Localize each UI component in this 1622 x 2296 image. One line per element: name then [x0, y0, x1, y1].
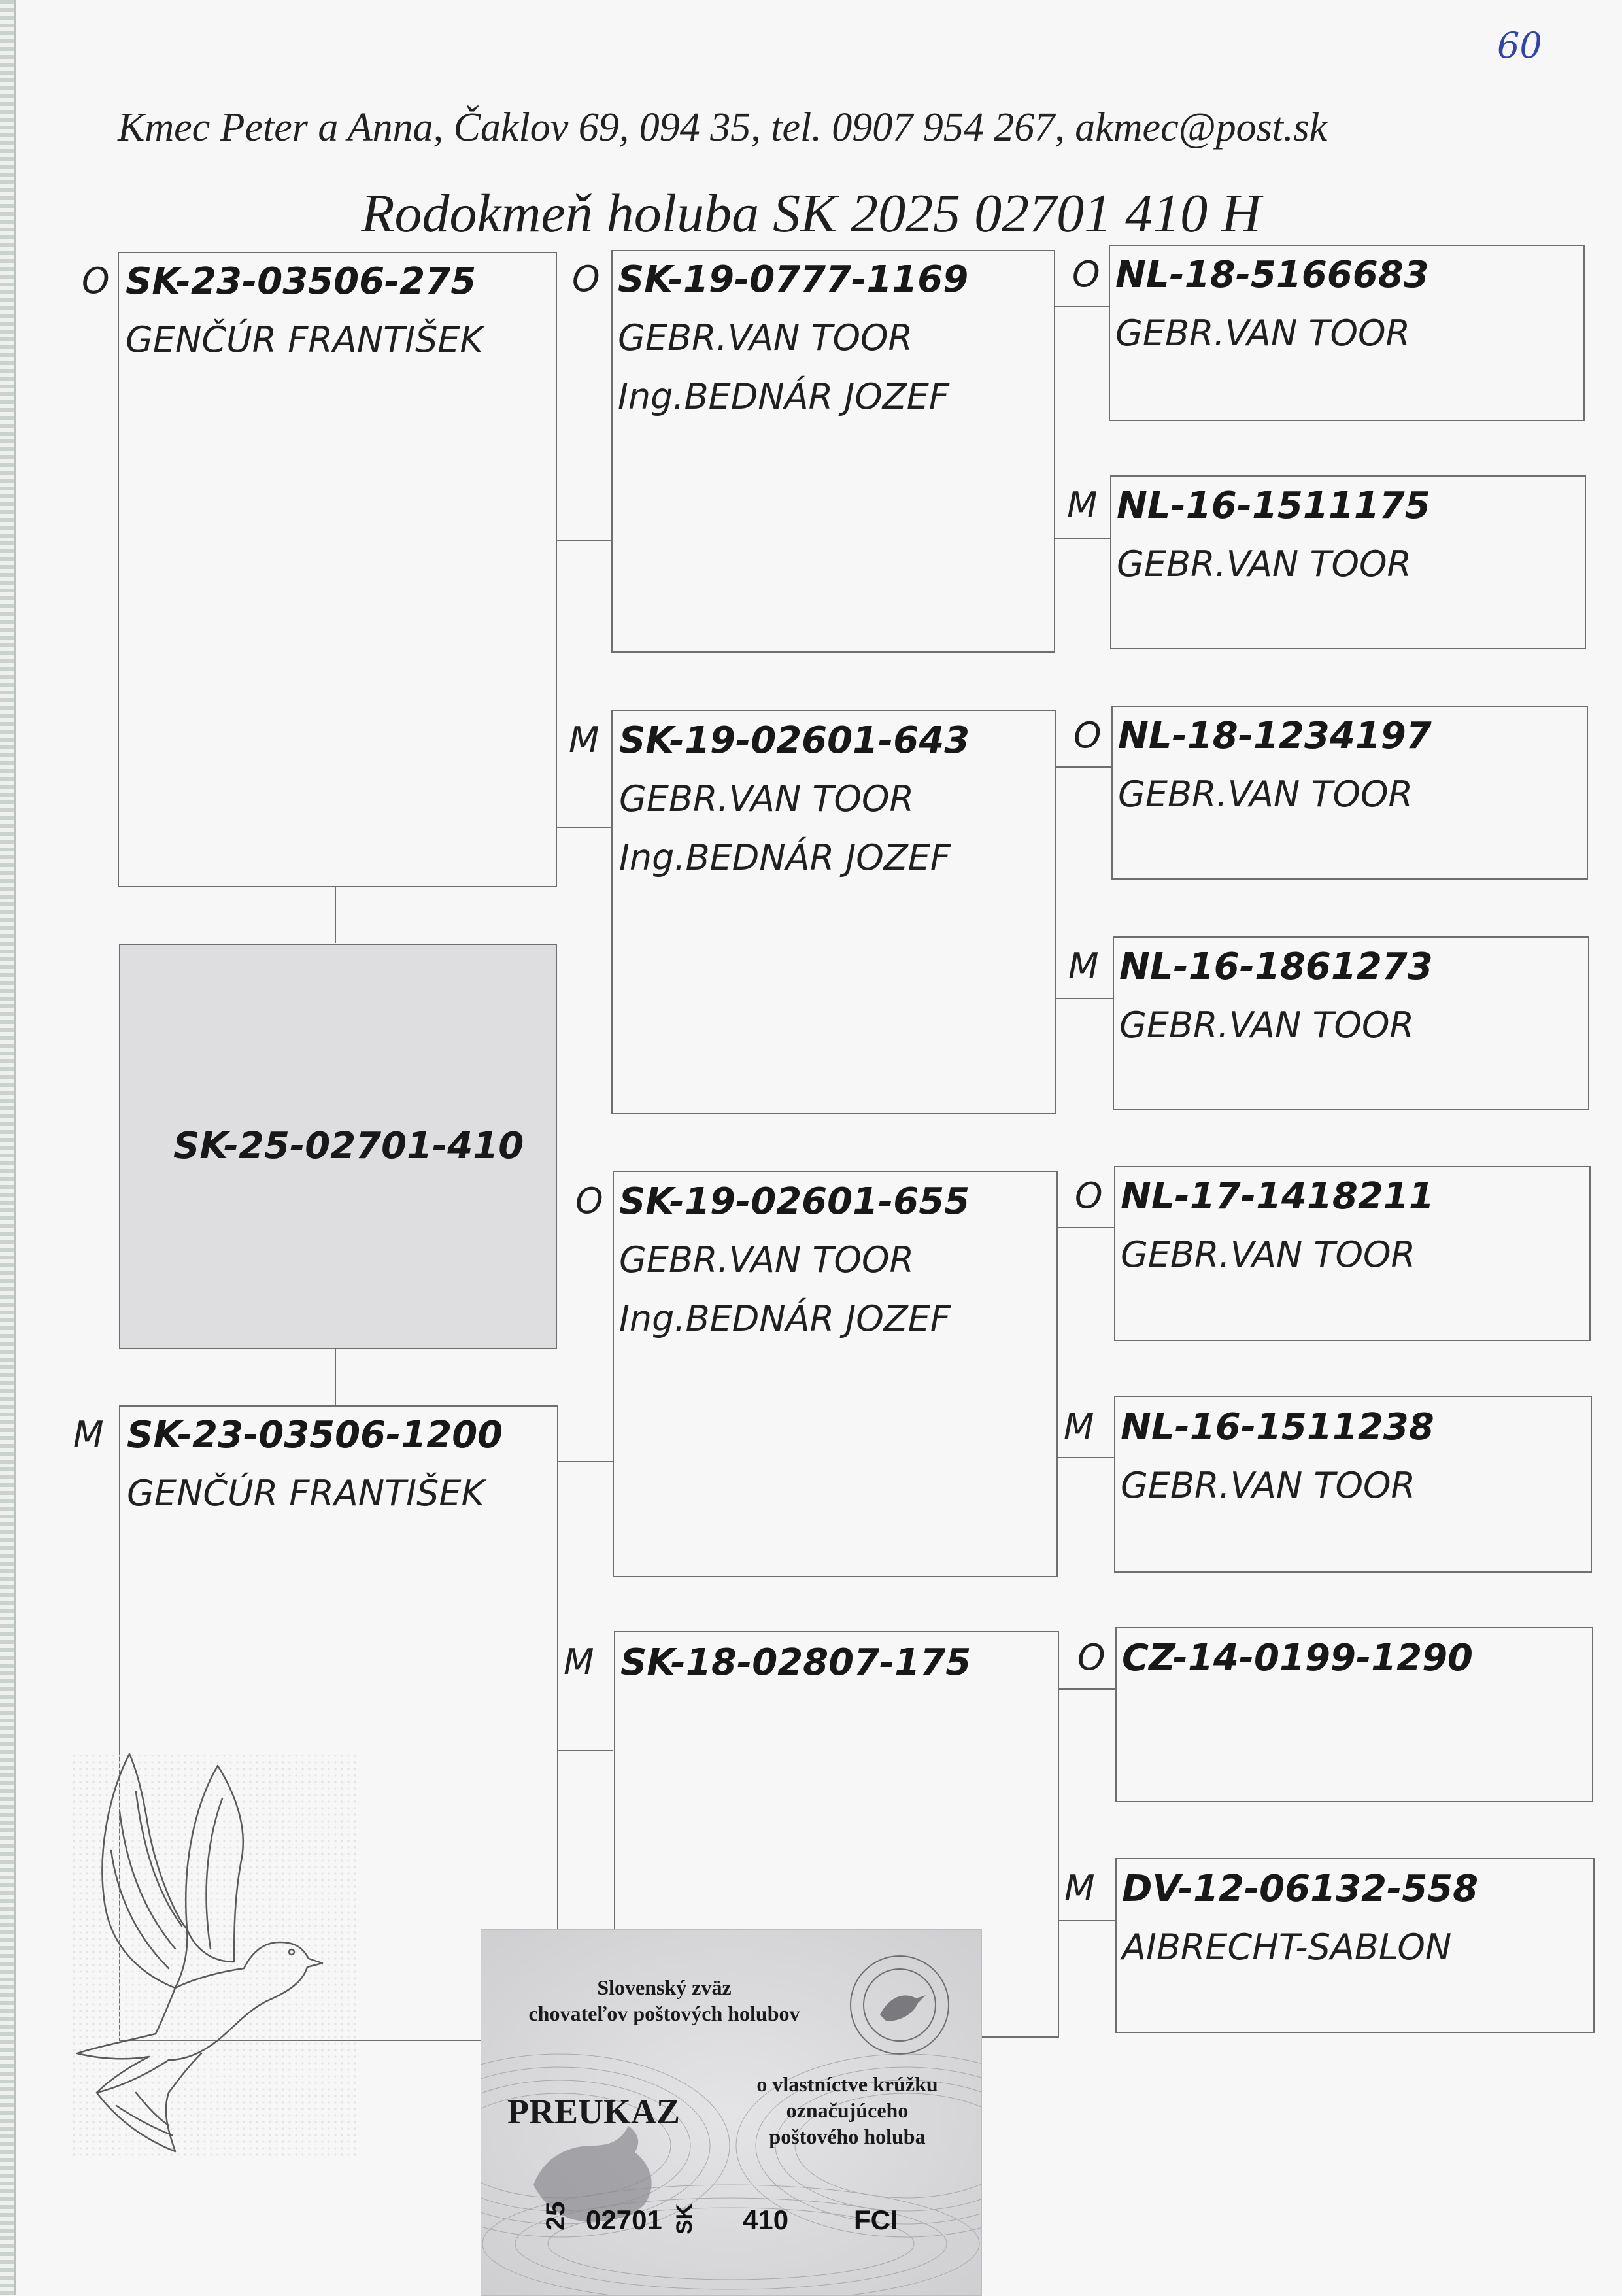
connector-ggp-1 — [1055, 306, 1109, 307]
grandparent-box-1 — [611, 250, 1055, 653]
ring-number: SK-19-02601-643 — [619, 719, 970, 762]
sex-marker: O — [572, 258, 600, 300]
breeder-contact-line: Kmec Peter a Anna, Čaklov 69, 094 35, tel. 0907 954 267, akmec@post.sk — [118, 105, 1328, 150]
sex-marker: M — [1068, 946, 1099, 987]
ring-number: NL-18-5166683 — [1115, 254, 1429, 296]
connector-gp-4 — [558, 1750, 613, 1751]
card-org-line-2: chovateľov poštových holubov — [528, 2002, 800, 2025]
breeder-name: GEBR.VAN TOOR — [1121, 1465, 1415, 1506]
ring-number: CZ-14-0199-1290 — [1122, 1637, 1474, 1679]
breeder-name: GEBR.VAN TOOR — [1117, 543, 1411, 585]
ownership-card — [481, 1929, 982, 2296]
breeder-name: GEBR.VAN TOOR — [1121, 1234, 1415, 1275]
ring-number: SK-19-0777-1169 — [618, 258, 969, 301]
breeder-name: GEBR.VAN TOOR — [1119, 1004, 1414, 1046]
subject-ring-number: SK-25-02701-410 — [173, 1125, 524, 1167]
scan-binding-edge — [0, 0, 16, 2295]
sex-marker: M — [73, 1414, 104, 1455]
connector-ggp-2 — [1055, 538, 1110, 539]
breeder-name: AIBRECHT-SABLON — [1122, 1927, 1452, 1968]
card-description-line-2: označujúceho — [786, 2099, 909, 2122]
breeder-name-secondary: Ing.BEDNÁR JOZEF — [619, 837, 951, 878]
ring-number: SK-23-03506-1200 — [127, 1414, 503, 1456]
breeder-name: GEBR.VAN TOOR — [619, 778, 914, 819]
sex-marker: M — [1064, 1868, 1095, 1909]
breeder-name: GENČÚR FRANTIŠEK — [126, 319, 483, 360]
breeder-name: GEBR.VAN TOOR — [1118, 774, 1413, 815]
connector-ggp-3 — [1056, 766, 1111, 768]
page-number: 60 — [1497, 25, 1542, 66]
ring-number: SK-18-02807-175 — [620, 1641, 972, 1684]
breeder-name: GEBR.VAN TOOR — [618, 317, 913, 358]
sex-marker: M — [564, 1641, 594, 1683]
sex-marker: O — [1075, 1175, 1103, 1216]
grandparent-box-2 — [611, 710, 1056, 1114]
card-heading: PREUKAZ — [507, 2092, 681, 2131]
card-ring-number: 02701 — [586, 2204, 662, 2235]
connector-gp-1 — [556, 540, 612, 541]
ring-number: SK-19-02601-655 — [619, 1180, 970, 1223]
ring-number: DV-12-06132-558 — [1122, 1868, 1479, 1910]
card-description-line-3: poštového holuba — [769, 2125, 926, 2148]
ring-number: NL-17-1418211 — [1121, 1175, 1434, 1218]
sex-marker: O — [82, 260, 110, 301]
sex-marker: O — [1077, 1637, 1106, 1678]
card-ring-year: 25 — [541, 2201, 570, 2231]
breeder-name: GEBR.VAN TOOR — [1115, 313, 1410, 354]
ring-number: NL-18-1234197 — [1118, 715, 1432, 757]
ring-number: SK-23-03506-275 — [126, 260, 477, 303]
ring-number: NL-16-1861273 — [1119, 946, 1433, 988]
breeder-name-secondary: Ing.BEDNÁR JOZEF — [618, 376, 949, 417]
sex-marker: M — [1064, 1406, 1094, 1447]
card-ring-serial: 410 — [743, 2204, 789, 2235]
dove-icon — [71, 1753, 358, 2158]
ring-number: NL-16-1511175 — [1117, 485, 1430, 527]
connector-parent-dam — [335, 1348, 336, 1405]
grandparent-box-3 — [613, 1171, 1058, 1577]
connector-ggp-6 — [1058, 1457, 1114, 1458]
card-ring-country: SK — [672, 2203, 697, 2235]
sex-marker: M — [1067, 485, 1098, 526]
connector-gp-3 — [558, 1461, 613, 1462]
sex-marker: O — [575, 1180, 603, 1222]
card-description-line-1: o vlastníctve krúžku — [756, 2072, 938, 2096]
breeder-name: GEBR.VAN TOOR — [619, 1239, 914, 1280]
connector-ggp-7 — [1059, 1688, 1115, 1690]
sex-marker: M — [569, 719, 600, 761]
connector-ggp-8 — [1059, 1920, 1115, 1921]
connector-parent-sire — [335, 887, 336, 943]
pedigree-title: Rodokmeň holuba SK 2025 02701 410 H — [361, 183, 1261, 244]
breeder-name: GENČÚR FRANTIŠEK — [127, 1473, 484, 1514]
card-fci-label: FCI — [854, 2204, 898, 2235]
card-org-line-1: Slovenský zväz — [597, 1976, 732, 1999]
connector-ggp-4 — [1056, 998, 1113, 999]
connector-ggp-5 — [1058, 1227, 1114, 1228]
breeder-name-secondary: Ing.BEDNÁR JOZEF — [619, 1298, 951, 1339]
sex-marker: O — [1072, 254, 1100, 295]
ring-number: NL-16-1511238 — [1121, 1406, 1434, 1448]
sex-marker: O — [1073, 715, 1102, 756]
connector-gp-2 — [556, 827, 612, 828]
